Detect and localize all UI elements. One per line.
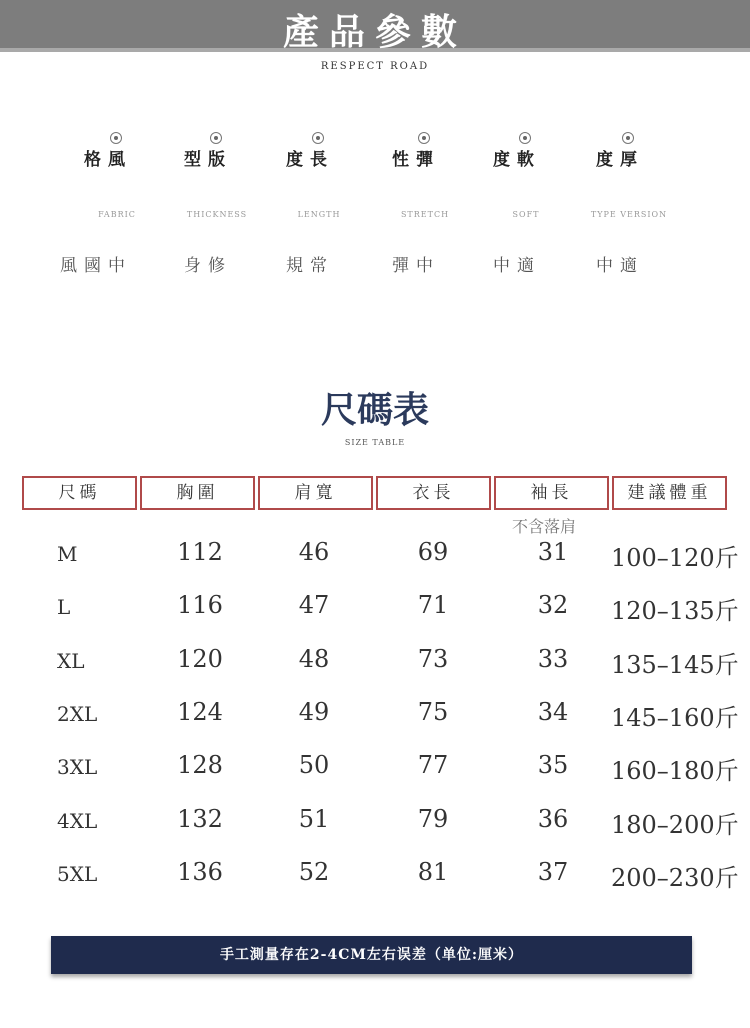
table-cell: 52: [298, 858, 330, 886]
attribute-name: 版型: [180, 150, 224, 167]
table-cell: 132: [177, 805, 223, 833]
table-cell: 32: [537, 591, 569, 619]
table-cell: 36: [537, 805, 569, 833]
table-cell: 112: [177, 538, 223, 566]
header-weight: 建議體重: [612, 476, 727, 510]
size-label: 5XL: [57, 862, 98, 886]
table-cell: 49: [298, 698, 330, 726]
size-table-subtitle: SIZE TABLE: [344, 438, 406, 447]
table-cell: 160–180斤: [611, 757, 739, 785]
attribute-value: 中國風: [56, 256, 124, 273]
header-shoulder: 肩寬: [258, 476, 373, 510]
attribute-value: 適中: [592, 256, 636, 273]
attribute-value: 中彈: [388, 256, 432, 273]
table-cell: 180–200斤: [611, 811, 739, 839]
bullet-icon: [418, 132, 430, 144]
size-label: L: [57, 595, 71, 619]
header-length: 衣長: [376, 476, 491, 510]
header-sleeve: 袖長: [494, 476, 609, 510]
table-cell: 73: [417, 645, 449, 673]
attribute-en: THICKNESS: [186, 210, 248, 219]
table-cell: 47: [298, 591, 330, 619]
size-label: 3XL: [57, 755, 98, 779]
attribute-name: 風格: [80, 150, 124, 167]
attribute-en: SOFT: [512, 210, 540, 219]
table-cell: 34: [537, 698, 569, 726]
page-subtitle: RESPECT ROAD: [320, 61, 430, 72]
table-cell: 124: [177, 698, 223, 726]
table-cell: 77: [417, 751, 449, 779]
table-cell: 31: [537, 538, 569, 566]
attribute-name: 長度: [282, 150, 326, 167]
table-cell: 35: [537, 751, 569, 779]
size-label: 4XL: [57, 809, 98, 833]
table-cell: 51: [298, 805, 330, 833]
table-cell: 37: [537, 858, 569, 886]
attribute-name: 厚度: [592, 150, 636, 167]
table-cell: 100–120斤: [611, 544, 739, 572]
size-label: XL: [57, 649, 85, 673]
bullet-icon: [622, 132, 634, 144]
size-table-title: 尺碼表: [320, 389, 429, 431]
attribute-value: 修身: [180, 256, 224, 273]
footer-note: 手工測量存在2-4CM左右误差（单位:厘米）: [51, 936, 692, 974]
table-cell: 69: [417, 538, 449, 566]
attribute-name: 彈性: [388, 150, 432, 167]
page-title: 產品參數: [282, 11, 467, 53]
table-cell: 120: [177, 645, 223, 673]
table-cell: 135–145斤: [611, 651, 739, 679]
table-cell: 75: [417, 698, 449, 726]
attribute-value: 適中: [489, 256, 533, 273]
table-cell: 48: [298, 645, 330, 673]
table-cell: 145–160斤: [611, 704, 739, 732]
table-cell: 136: [177, 858, 223, 886]
attribute-en: STRETCH: [400, 210, 450, 219]
table-cell: 128: [177, 751, 223, 779]
attribute-en: TYPE VERSION: [590, 210, 668, 219]
bullet-icon: [110, 132, 122, 144]
bullet-icon: [210, 132, 222, 144]
bullet-icon: [312, 132, 324, 144]
attribute-value: 常規: [282, 256, 326, 273]
size-label: M: [57, 542, 78, 566]
sleeve-note: 不含落肩: [512, 517, 577, 536]
table-cell: 50: [298, 751, 330, 779]
header-size: 尺碼: [22, 476, 137, 510]
bullet-icon: [519, 132, 531, 144]
table-cell: 200–230斤: [611, 864, 739, 892]
header-band: [0, 0, 750, 52]
attribute-en: LENGTH: [297, 210, 341, 219]
table-cell: 33: [537, 645, 569, 673]
header-chest: 胸圍: [140, 476, 255, 510]
table-cell: 120–135斤: [611, 597, 739, 625]
table-cell: 46: [298, 538, 330, 566]
attribute-name: 軟度: [489, 150, 533, 167]
table-cell: 71: [417, 591, 449, 619]
attribute-en: FABRIC: [98, 210, 136, 219]
size-label: 2XL: [57, 702, 98, 726]
table-cell: 81: [417, 858, 449, 886]
table-cell: 116: [177, 591, 223, 619]
table-cell: 79: [417, 805, 449, 833]
